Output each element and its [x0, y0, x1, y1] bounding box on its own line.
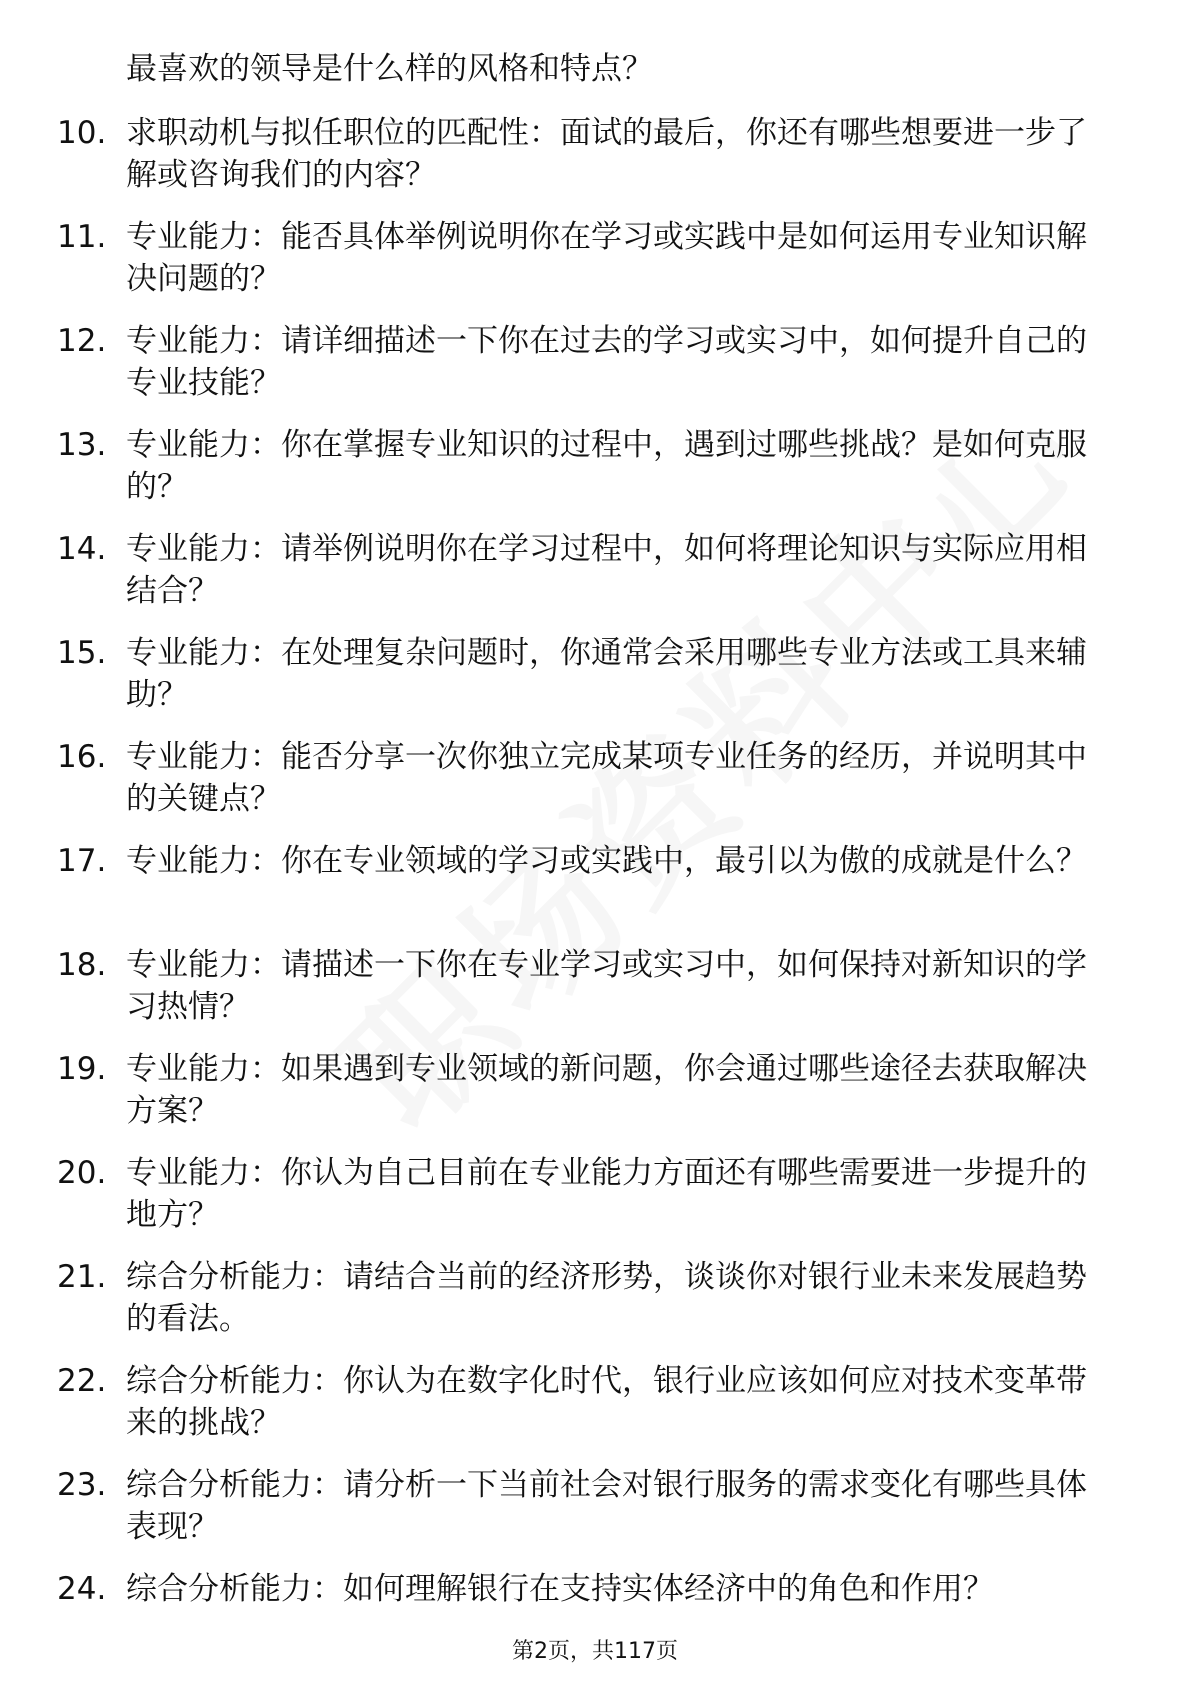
- list-item: [0, 1048, 1190, 1132]
- list-item: [0, 632, 1190, 716]
- question-text: 专业能力：你在掌握专业知识的过程中，遇到过哪些挑战？是如何克服的？: [126, 427, 1087, 505]
- list-item: [0, 112, 1190, 196]
- list-item: [0, 424, 1190, 508]
- question-number: 12.: [57, 323, 107, 359]
- list-item: [0, 1152, 1190, 1236]
- list-item: [0, 840, 1190, 924]
- question-text: 专业能力：请详细描述一下你在过去的学习或实习中，如何提升自己的专业技能？: [126, 323, 1087, 401]
- list-item: [0, 736, 1190, 820]
- question-number: 11.: [57, 219, 107, 255]
- question-text: 专业能力：请描述一下你在专业学习或实习中，如何保持对新知识的学习热情？: [126, 947, 1087, 1025]
- list-item: [0, 944, 1190, 1028]
- question-text: 专业能力：你认为自己目前在专业能力方面还有哪些需要进一步提升的地方？: [126, 1155, 1087, 1233]
- question-text: 专业能力：能否具体举例说明你在学习或实践中是如何运用专业知识解决问题的？: [126, 219, 1087, 297]
- list-item: [0, 216, 1190, 300]
- question-text: 专业能力：在处理复杂问题时，你通常会采用哪些专业方法或工具来辅助？: [126, 635, 1087, 713]
- question-number: 24.: [57, 1571, 107, 1607]
- question-text: 求职动机与拟任职位的匹配性：面试的最后，你还有哪些想要进一步了解或咨询我们的内容？: [126, 115, 1087, 193]
- page-footer: 第2页，共117页: [512, 1639, 678, 1664]
- question-number: 23.: [57, 1467, 107, 1503]
- list-item: [0, 320, 1190, 404]
- question-number: 18.: [57, 947, 107, 983]
- question-number: 22.: [57, 1363, 107, 1399]
- question-number: 15.: [57, 635, 107, 671]
- list-item: [0, 528, 1190, 612]
- question-text: 综合分析能力：如何理解银行在支持实体经济中的角色和作用？: [126, 1571, 994, 1607]
- question-text: 综合分析能力：你认为在数字化时代，银行业应该如何应对技术变革带来的挑战？: [126, 1363, 1087, 1441]
- question-number: 17.: [57, 843, 107, 879]
- question-text: 专业能力：如果遇到专业领域的新问题，你会通过哪些途径去获取解决方案？: [126, 1051, 1087, 1129]
- question-text: 综合分析能力：请分析一下当前社会对银行服务的需求变化有哪些具体表现？: [126, 1467, 1087, 1545]
- question-text: 综合分析能力：请结合当前的经济形势，谈谈你对银行业未来发展趋势的看法。: [126, 1259, 1087, 1337]
- question-number: 10.: [57, 115, 107, 151]
- question-number: 13.: [57, 427, 107, 463]
- question-number: 16.: [57, 739, 107, 775]
- question-number: 20.: [57, 1155, 107, 1191]
- question-number: 14.: [57, 531, 107, 567]
- list-item: [0, 1360, 1190, 1444]
- continuation-text: 最喜欢的领导是什么样的风格和特点？: [126, 51, 653, 87]
- list-item: [0, 1256, 1190, 1340]
- question-list: [0, 112, 1190, 1672]
- question-text: 专业能力：你在专业领域的学习或实践中，最引以为傲的成就是什么？: [126, 843, 1087, 879]
- question-text: 专业能力：请举例说明你在学习过程中，如何将理论知识与实际应用相结合？: [126, 531, 1087, 609]
- question-number: 19.: [57, 1051, 107, 1087]
- question-text: 专业能力：能否分享一次你独立完成某项专业任务的经历，并说明其中的关键点？: [126, 739, 1087, 817]
- question-number: 21.: [57, 1259, 107, 1295]
- list-item: [0, 1464, 1190, 1548]
